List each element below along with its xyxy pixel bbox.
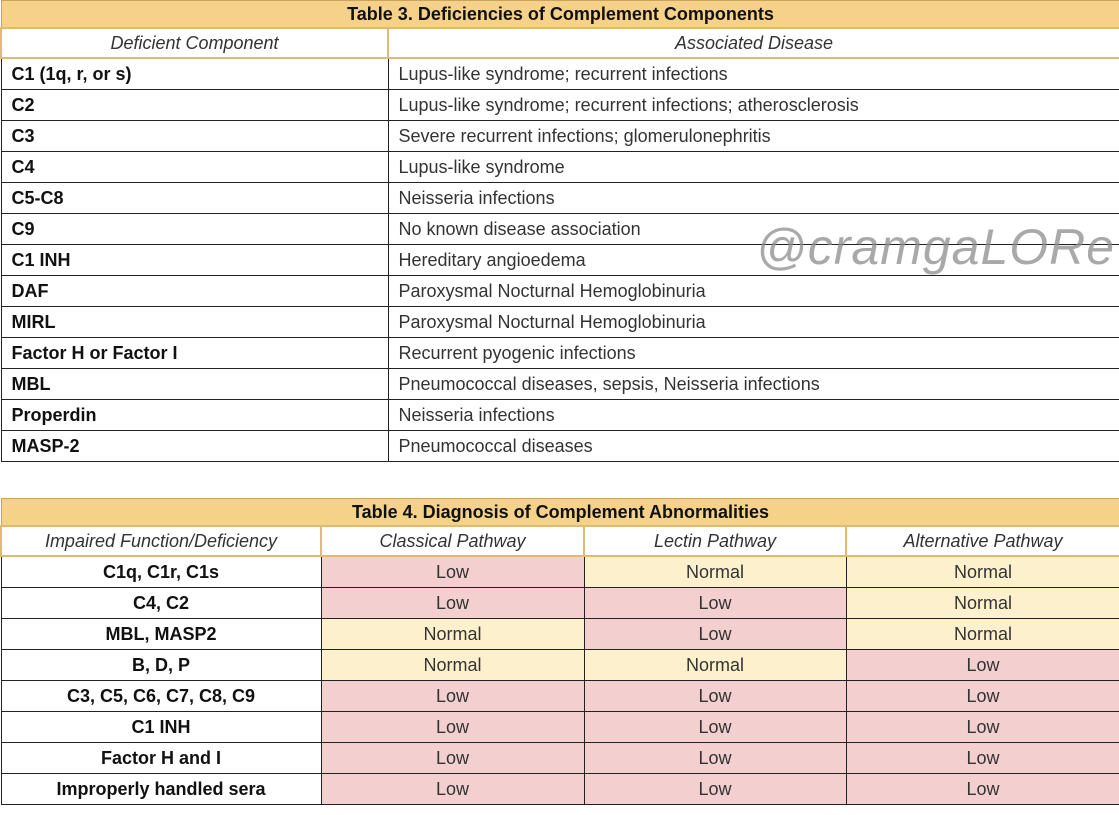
impaired-function: MBL, MASP2: [1, 619, 321, 650]
deficient-component: MBL: [1, 369, 388, 400]
complement-diagnosis-table: [0, 498, 1119, 805]
lectin-pathway-value: Low: [584, 588, 846, 619]
deficient-component: C5-C8: [1, 183, 388, 214]
alternative-pathway-value: Normal: [846, 588, 1119, 619]
classical-pathway-value: Low: [321, 556, 584, 588]
table-row: [1, 431, 1119, 462]
impaired-function: C1 INH: [1, 712, 321, 743]
impaired-function: Improperly handled sera: [1, 774, 321, 805]
classical-pathway-value: Low: [321, 743, 584, 774]
deficient-component: C9: [1, 214, 388, 245]
associated-disease: Severe recurrent infections; glomerulonephritis: [388, 121, 1119, 152]
associated-disease: Lupus-like syndrome; recurrent infections; atherosclerosis: [388, 90, 1119, 121]
associated-disease: Neisseria infections: [388, 183, 1119, 214]
associated-disease: Recurrent pyogenic infections: [388, 338, 1119, 369]
associated-disease: Neisseria infections: [388, 400, 1119, 431]
associated-disease: Pneumococcal diseases: [388, 431, 1119, 462]
table-row: [1, 369, 1119, 400]
impaired-function: C3, C5, C6, C7, C8, C9: [1, 681, 321, 712]
associated-disease: Hereditary angioedema: [388, 245, 1119, 276]
impaired-function: C1q, C1r, C1s: [1, 556, 321, 588]
table-row: [1, 338, 1119, 369]
column-header-deficient-component: Deficient Component: [1, 28, 388, 58]
column-header-alternative-pathway: Alternative Pathway: [846, 526, 1119, 556]
alternative-pathway-value: Low: [846, 650, 1119, 681]
table-row: [1, 121, 1119, 152]
column-header-impaired-function: Impaired Function/Deficiency: [1, 526, 321, 556]
alternative-pathway-value: Normal: [846, 556, 1119, 588]
impaired-function: B, D, P: [1, 650, 321, 681]
deficient-component: Factor H or Factor I: [1, 338, 388, 369]
table-row: [1, 400, 1119, 431]
table-row: [1, 681, 1119, 712]
classical-pathway-value: Normal: [321, 619, 584, 650]
lectin-pathway-value: Low: [584, 619, 846, 650]
alternative-pathway-value: Low: [846, 774, 1119, 805]
table-row: [1, 58, 1119, 90]
deficient-component: Properdin: [1, 400, 388, 431]
deficient-component: C3: [1, 121, 388, 152]
lectin-pathway-value: Low: [584, 712, 846, 743]
table-row: [1, 588, 1119, 619]
lectin-pathway-value: Low: [584, 774, 846, 805]
associated-disease: Paroxysmal Nocturnal Hemoglobinuria: [388, 307, 1119, 338]
table-row: [1, 276, 1119, 307]
alternative-pathway-value: Normal: [846, 619, 1119, 650]
alternative-pathway-value: Low: [846, 743, 1119, 774]
deficient-component: MASP-2: [1, 431, 388, 462]
table-row: [1, 619, 1119, 650]
lectin-pathway-value: Normal: [584, 556, 846, 588]
classical-pathway-value: Low: [321, 588, 584, 619]
associated-disease: No known disease association: [388, 214, 1119, 245]
deficient-component: C1 INH: [1, 245, 388, 276]
classical-pathway-value: Low: [321, 681, 584, 712]
column-header-classical-pathway: Classical Pathway: [321, 526, 584, 556]
table-row: [1, 650, 1119, 681]
deficient-component: C1 (1q, r, or s): [1, 58, 388, 90]
watermark-text: @cramgaLORe: [756, 219, 1116, 275]
table-row: [1, 712, 1119, 743]
table4-title: Table 4. Diagnosis of Complement Abnormalities: [1, 499, 1119, 527]
deficient-component: C4: [1, 152, 388, 183]
impaired-function: Factor H and I: [1, 743, 321, 774]
lectin-pathway-value: Normal: [584, 650, 846, 681]
alternative-pathway-value: Low: [846, 681, 1119, 712]
associated-disease: Paroxysmal Nocturnal Hemoglobinuria: [388, 276, 1119, 307]
table4-body: [1, 556, 1119, 805]
associated-disease: Pneumococcal diseases, sepsis, Neisseria infections: [388, 369, 1119, 400]
column-header-associated-disease: Associated Disease: [388, 28, 1119, 58]
deficient-component: MIRL: [1, 307, 388, 338]
associated-disease: Lupus-like syndrome; recurrent infections: [388, 58, 1119, 90]
classical-pathway-value: Low: [321, 712, 584, 743]
table-row: [1, 307, 1119, 338]
table-row: [1, 183, 1119, 214]
deficient-component: DAF: [1, 276, 388, 307]
table-row: [1, 90, 1119, 121]
table-row: [1, 774, 1119, 805]
column-header-lectin-pathway: Lectin Pathway: [584, 526, 846, 556]
classical-pathway-value: Normal: [321, 650, 584, 681]
associated-disease: Lupus-like syndrome: [388, 152, 1119, 183]
lectin-pathway-value: Low: [584, 681, 846, 712]
lectin-pathway-value: Low: [584, 743, 846, 774]
deficient-component: C2: [1, 90, 388, 121]
table-row: [1, 743, 1119, 774]
alternative-pathway-value: Low: [846, 712, 1119, 743]
impaired-function: C4, C2: [1, 588, 321, 619]
table-row: [1, 556, 1119, 588]
table3-title: Table 3. Deficiencies of Complement Components: [1, 1, 1119, 29]
table-row: [1, 152, 1119, 183]
classical-pathway-value: Low: [321, 774, 584, 805]
